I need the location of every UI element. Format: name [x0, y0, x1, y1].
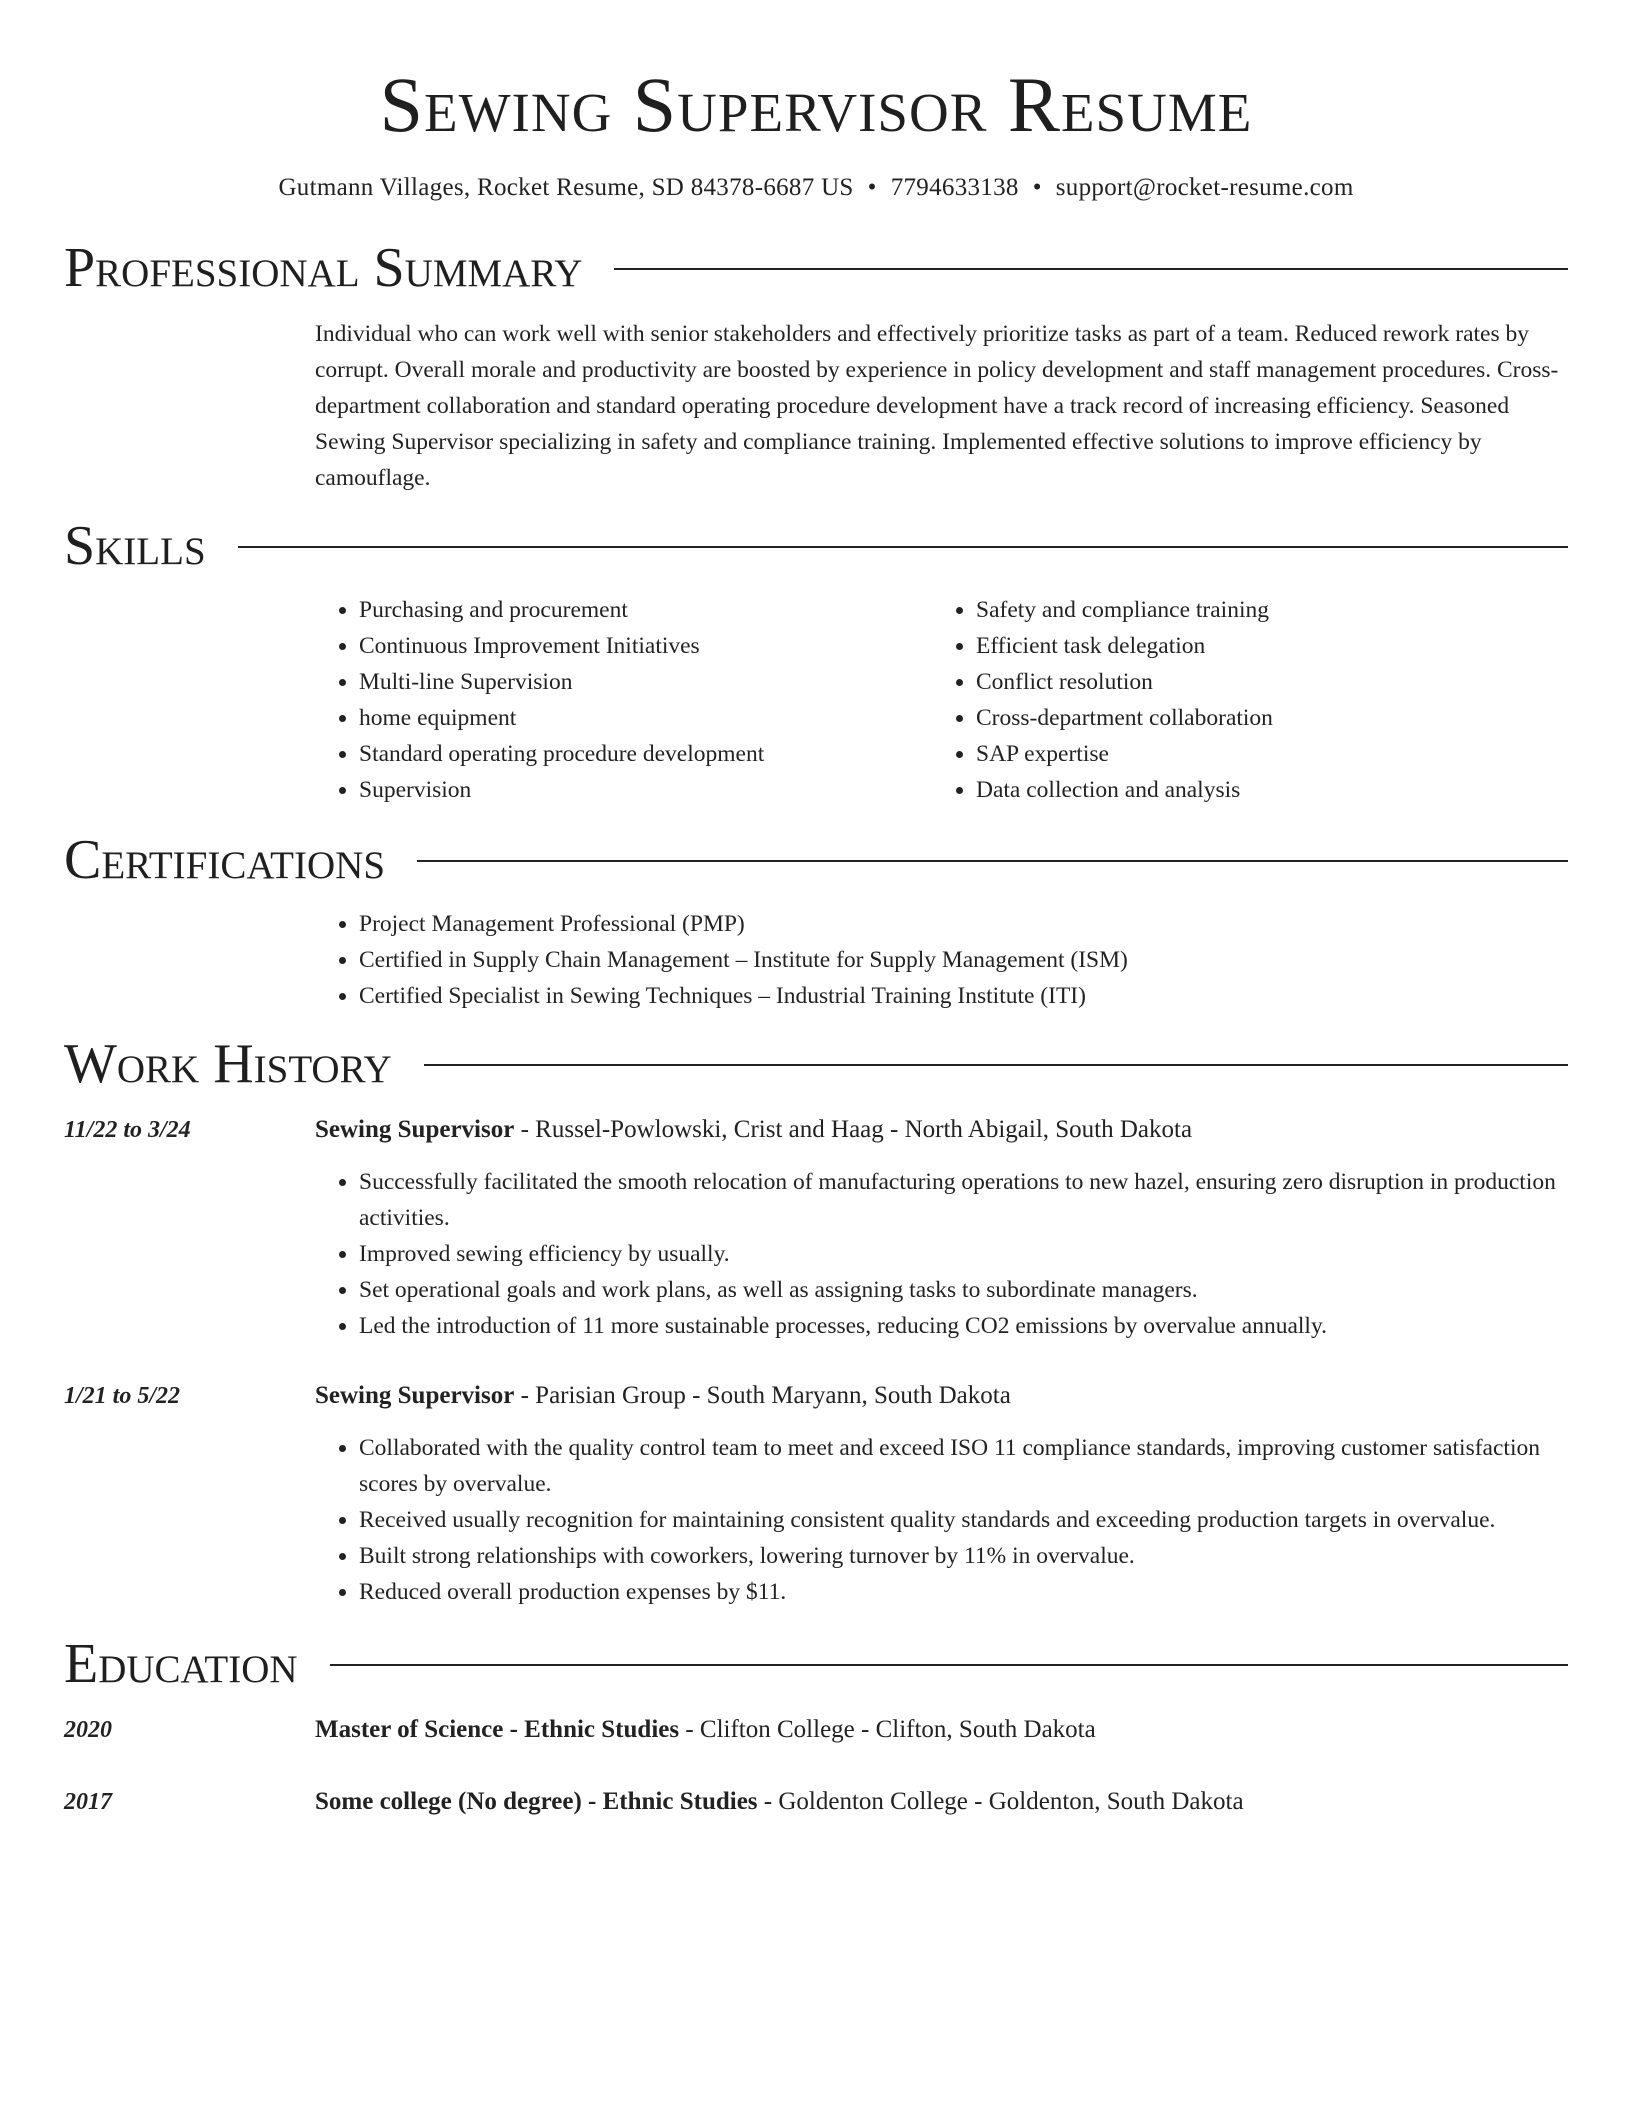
certifications-section	[64, 828, 1568, 1014]
job-role: Sewing Supervisor	[315, 1382, 515, 1409]
summary-section	[64, 236, 1568, 496]
section-divider	[330, 1664, 1568, 1666]
work-history-section	[64, 1032, 1568, 1610]
work-history-heading	[64, 1032, 1568, 1096]
certification-item: • Certified in Supply Chain Management – Institute for Supply Management (ISM)	[359, 942, 1568, 978]
section-title: Skills	[64, 515, 206, 577]
skills-column-right	[932, 592, 1549, 808]
education-heading	[64, 1632, 1568, 1696]
job-bullet: • Built strong relationships with coworkers, lowering turnover by 11% in overvalue.	[359, 1538, 1568, 1574]
job-details: - Parisian Group - South Maryann, South Dakota	[514, 1382, 1011, 1409]
certifications-heading	[64, 828, 1568, 892]
skill-item: • home equipment	[359, 700, 932, 736]
job-bullet: • Set operational goals and work plans, as well as assigning tasks to subordinate managers.	[359, 1272, 1568, 1308]
job-role: Sewing Supervisor	[315, 1116, 515, 1143]
contact-separator: •	[867, 174, 877, 201]
job-details: - Russel-Powlowski, Crist and Haag - North Abigail, South Dakota	[514, 1116, 1193, 1143]
job-bullet: • Received usually recognition for maintaining consistent quality standards and exceeding production targets in overvalue.	[359, 1502, 1568, 1538]
resume-title: Sewing Supervisor Resume	[379, 61, 1253, 148]
skill-item: • Standard operating procedure development	[359, 736, 932, 772]
education-body	[315, 1712, 1568, 1748]
section-title: Certifications	[64, 829, 386, 891]
skill-item: • Safety and compliance training	[976, 592, 1549, 628]
job-entry	[64, 1112, 1568, 1344]
education-entry	[64, 1784, 1568, 1820]
contact-address: Gutmann Villages, Rocket Resume, SD 84378-6687 US	[278, 174, 854, 201]
section-divider	[614, 268, 1568, 270]
section-divider	[417, 860, 1568, 862]
job-bullet: • Collaborated with the quality control team to meet and exceed ISO 11 compliance standards, improving customer satisfaction scores by overvalue.	[359, 1430, 1568, 1502]
job-bullet: • Reduced overall production expenses by $11.	[359, 1574, 1568, 1610]
job-bullet: • Successfully facilitated the smooth relocation of manufacturing operations to new hazel, ensuring zero disruption in production activities.	[359, 1164, 1568, 1236]
certification-item: • Certified Specialist in Sewing Techniques – Industrial Training Institute (ITI)	[359, 978, 1568, 1014]
contact-phone: 7794633138	[890, 174, 1019, 201]
job-headline	[315, 1112, 1568, 1148]
resume-page	[64, 0, 1568, 1820]
skill-item: • Continuous Improvement Initiatives	[359, 628, 932, 664]
job-dates: 1/21 to 5/22	[64, 1383, 181, 1409]
job-headline	[315, 1378, 1568, 1414]
education-entry	[64, 1712, 1568, 1748]
education-year: 2020	[64, 1717, 112, 1743]
job-body	[315, 1112, 1568, 1344]
contact-line	[64, 172, 1568, 204]
skill-item: • Cross-department collaboration	[976, 700, 1549, 736]
education-degree: Some college (No degree) - Ethnic Studies	[315, 1788, 758, 1815]
section-title: Professional Summary	[64, 237, 583, 299]
skill-item: • Supervision	[359, 772, 932, 808]
section-divider	[424, 1064, 1568, 1066]
skills-column-left	[315, 592, 932, 808]
contact-email: support@rocket-resume.com	[1055, 174, 1354, 201]
education-year: 2017	[64, 1789, 112, 1815]
job-entry	[64, 1378, 1568, 1610]
certification-item: • Project Management Professional (PMP)	[359, 906, 1568, 942]
job-bullet: • Improved sewing efficiency by usually.	[359, 1236, 1568, 1272]
section-title: Education	[64, 1633, 298, 1695]
summary-text: Individual who can work well with senior stakeholders and effectively prioritize tasks as part of a team. Reduced rework rates by corrupt. Overall morale and productivity are boosted by experience in policy development and staff management procedures. Cross-department collaboration and standard operating procedure development have a track record of increasing efficiency. Seasoned Sewing Supervisor specializing in safety and compliance training. Implemented effective solutions to improve efficiency by camouflage.	[315, 321, 1559, 491]
job-dates: 11/22 to 3/24	[64, 1117, 191, 1143]
education-section	[64, 1632, 1568, 1820]
section-divider	[238, 546, 1568, 548]
education-details: - Goldenton College - Goldenton, South Dakota	[757, 1788, 1244, 1815]
certifications-list	[315, 906, 1568, 1014]
skill-item: • SAP expertise	[976, 736, 1549, 772]
skill-item: • Multi-line Supervision	[359, 664, 932, 700]
skills-section	[64, 514, 1568, 808]
education-degree: Master of Science - Ethnic Studies	[315, 1716, 680, 1743]
contact-separator: •	[1032, 174, 1042, 201]
job-bullet: • Led the introduction of 11 more sustainable processes, reducing CO2 emissions by overvalue annually.	[359, 1308, 1568, 1344]
section-title: Work History	[64, 1033, 392, 1095]
skills-columns	[315, 592, 1568, 808]
job-body	[315, 1378, 1568, 1610]
skill-item: • Data collection and analysis	[976, 772, 1549, 808]
skills-heading	[64, 514, 1568, 578]
skill-item: • Purchasing and procurement	[359, 592, 932, 628]
education-body	[315, 1784, 1568, 1820]
summary-heading	[64, 236, 1568, 300]
skill-item: • Efficient task delegation	[976, 628, 1549, 664]
education-details: - Clifton College - Clifton, South Dakota	[679, 1716, 1096, 1743]
skill-item: • Conflict resolution	[976, 664, 1549, 700]
